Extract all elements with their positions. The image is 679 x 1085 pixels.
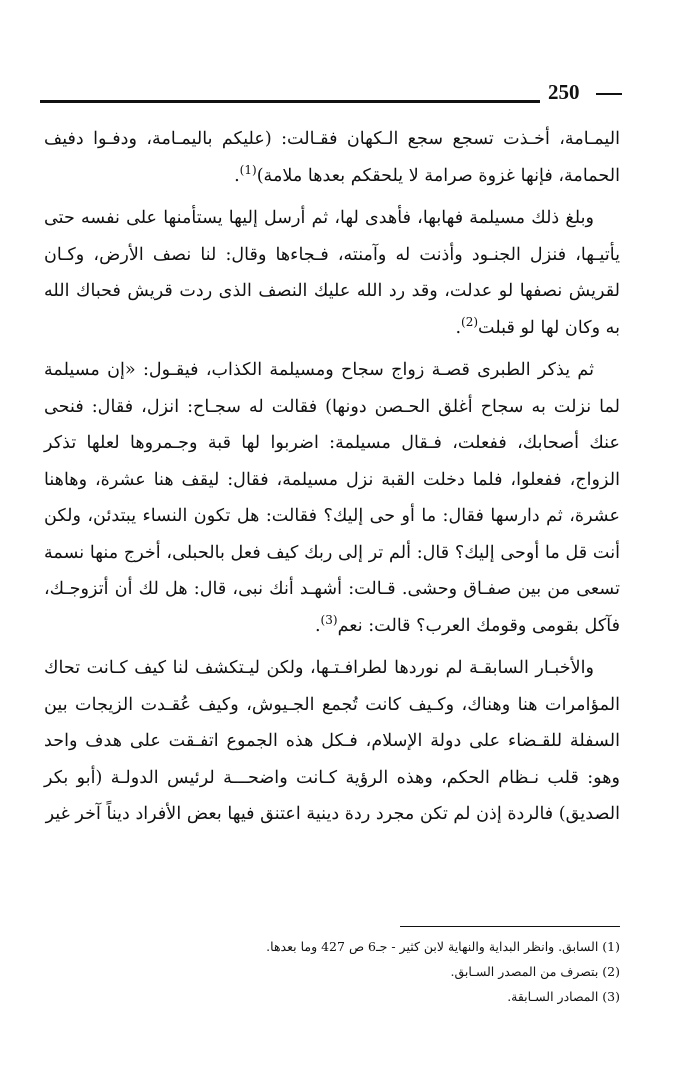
paragraph-2: وبلغ ذلك مسيلمة فهابها، فأهدى لها، ثم أرسل إليها يستأمنها على نفسه حتى يأتيـها، فنزل الجنـود وأذنت له وآمنته، فـجاءها وقال: لنا نصف الأرض، وكـان لقريش نصفها لو عدلت، وقد رد الله عليك النصف الذى ردت قريش فحباك الله به وكان لها لو قبلت$^{(2)}$. (44, 208, 620, 338)
footnote-3: (3) المصادر السـابقة. (507, 989, 620, 1004)
footnote-1: (1) السابق. وانظر البداية والنهاية لابن كثير - جـ6 ص 427 وما بعدها. (266, 939, 620, 954)
paragraph-4: والأخبـار السابقـة لم نوردها لطرافـتـها، ولكن ليـتكشف لنا كيف كـانت تحاك المؤامرات هنا وهناك، وكـيف كانت تُجمع الجـيوش، وكيف عُقـدت الزيجات بين السفلة للقـضاء على دولة الإسلام، فـكل هذه الجموع اتفـقت على هدف واحد وهو: قلب نـظام الحكم، وهذه الرؤية كـانت واضحـــة لرئيس الدولـة (أبو بكر الصديق) فالردة إذن لم تكن مجرد ردة دينية اعتنق فيها بعض الأفراد ديناً آخر غير (44, 658, 620, 824)
footnotes (200, 934, 620, 1009)
footnote-ref-1: (1) (239, 162, 257, 177)
header-dash (596, 93, 622, 95)
page-header (40, 78, 622, 108)
footnote-ref-2: (2) (461, 314, 479, 329)
footnote-2: (2) بتصرف من المصدر السـابق. (450, 964, 620, 979)
main-text (44, 121, 620, 839)
paragraph-1: اليمـامة، أخـذت تسجع سجع الـكهان فقـالت: (عليكم باليمـامة، ودفـوا دفيف الحمامة، فإنها غزوة صرامة لا يلحقكم بعدها ملامة)$^{(1)}$. (44, 129, 620, 186)
paragraph-3: ثم يذكر الطبرى قصـة زواج سجاح ومسيلمة الكذاب، فيقـول: «إن مسيلمة لما نزلت به سجاح أغلق الحـصن دونها) فقالت له سجـاح: انزل، فقال: فنحى عنك أصحابك، ففعلت، فـقال مسيلمة: اضربوا لها قبة وجـمروها لعلها تذكر الزواج، ففعلوا، فلما دخلت القبة نزل مسيلمة، فقال: ليقف هنا عشرة، وهاهنا عشرة، ثم دارسها فقال: ما أو حى إليك؟ فقالت: هل تكون النساء يبتدئن، ولكن أنت قل ما أوحى إليك؟ قال: ألم تر إلى ربك كيف فعل بالحبلى، أخرج منها نسمة تسعى من بين صفـاق وحشى. قـالت: أشهـد أنك نبى، قال: هل لك أن أتزوجـك، فآكل بقومى وقومك العرب؟ قالت: نعم$^{(3)}$. (44, 360, 620, 636)
footnote-separator (400, 926, 620, 927)
page-number: 250 (548, 80, 580, 104)
footnote-ref-3: (3) (320, 612, 338, 627)
header-rule (40, 100, 540, 103)
